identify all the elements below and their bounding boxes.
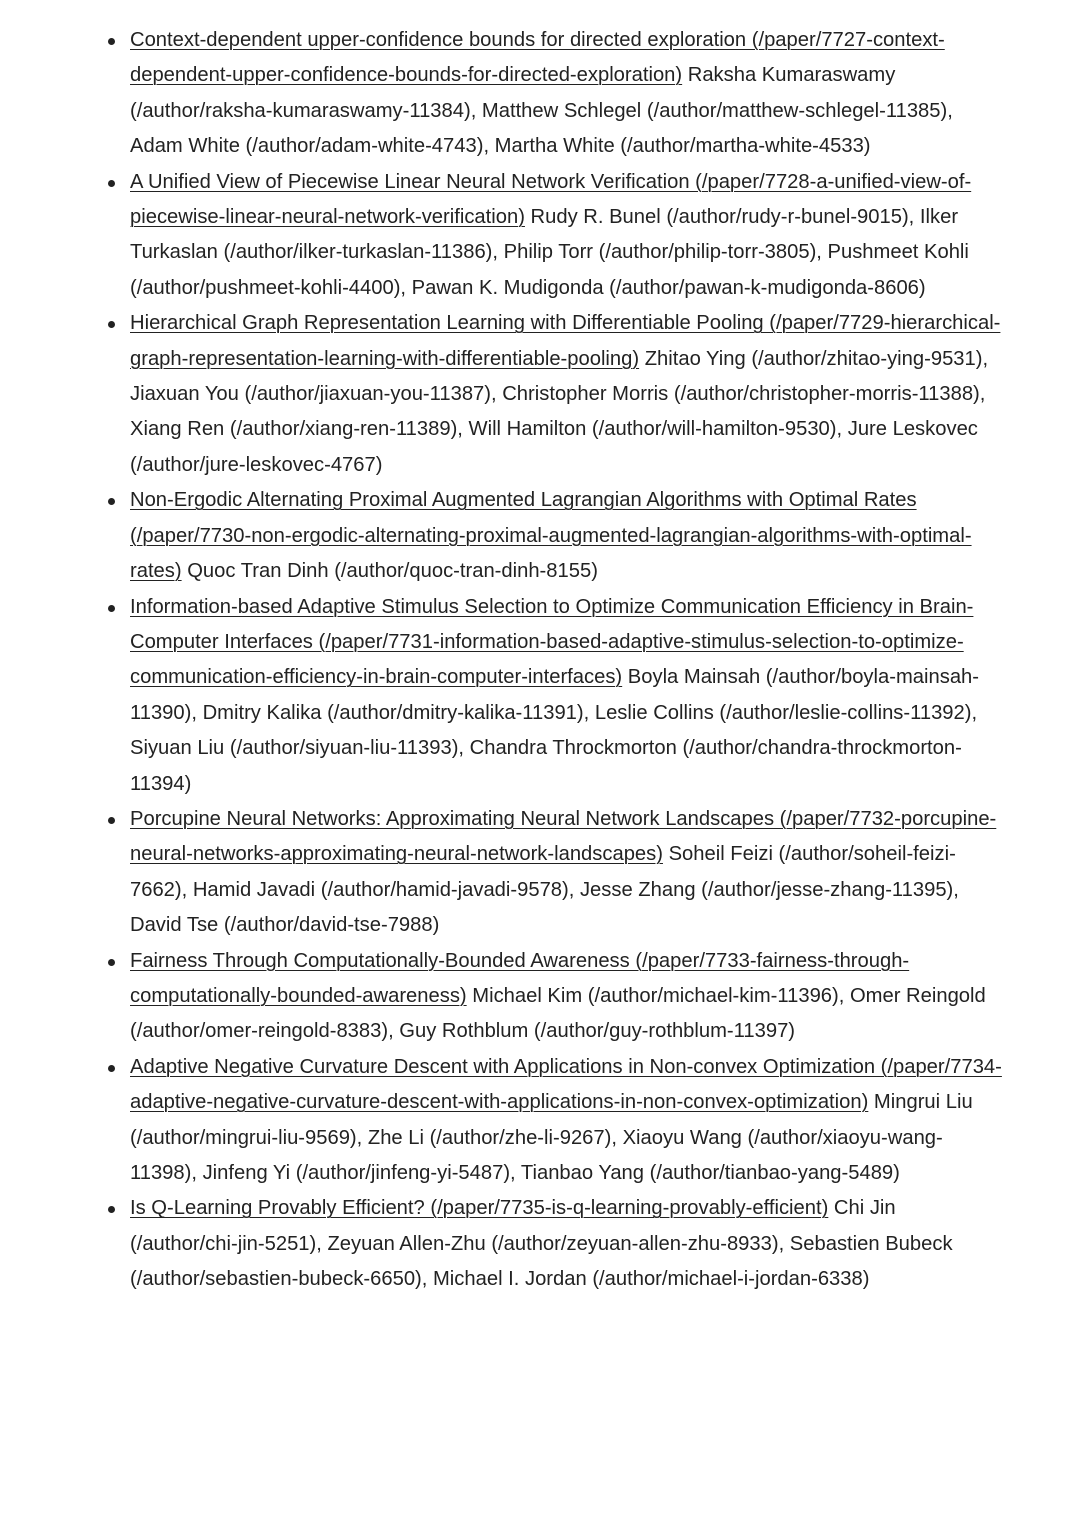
paper-title-link[interactable]: A Unified View of Piecewise Linear Neural Network Verification (/paper/7728-a-unified-view-of-piecewise-linear-neural-network-verification): [130, 170, 972, 229]
bullet-icon: [108, 959, 115, 966]
bullet-icon: [108, 1065, 115, 1072]
bullet-icon: [108, 605, 115, 612]
bullet-icon: [108, 498, 115, 505]
paper-title-link[interactable]: Adaptive Negative Curvature Descent with Applications in Non-convex Optimization (/paper/7734-adaptive-negative-curvature-descent-with-applications-in-non-convex-optimization): [130, 1055, 1002, 1114]
paper-title-link[interactable]: Non-Ergodic Alternating Proximal Augmented Lagrangian Algorithms with Optimal Rates (/paper/7730-non-ergodic-alternating-proximal-augmented-lagrangian-algorithms-with-optimal-rates): [130, 489, 972, 583]
author-list: Michael Kim (/author/michael-kim-11396), Omer Reingold (/author/omer-reingold-8383), Guy Rothblum (/author/guy-rothblum-11397): [130, 984, 986, 1043]
list-item: [0, 306, 1080, 483]
author-list: Soheil Feizi (/author/soheil-feizi-7662), Hamid Javadi (/author/hamid-javadi-9578), Jesse Zhang (/author/jesse-zhang-11395), David Tse (/author/david-tse-7988): [130, 843, 959, 937]
bullet-icon: [108, 1206, 115, 1213]
list-item: [0, 590, 1080, 802]
author-list: Chi Jin (/author/chi-jin-5251), Zeyuan Allen-Zhu (/author/zeyuan-allen-zhu-8933), Sebastien Bubeck (/author/sebastien-bubeck-6650), Michael I. Jordan (/author/michael-i-jordan-6338): [130, 1197, 953, 1291]
author-list: Zhitao Ying (/author/zhitao-ying-9531), Jiaxuan You (/author/jiaxuan-you-11387), Christopher Morris (/author/christopher-morris-11388), Xiang Ren (/author/xiang-ren-11389), Will Hamilton (/author/will-hamilton-9530), Jure Leskovec (/author/jure-leskovec-4767): [130, 347, 989, 476]
list-item: [0, 802, 1080, 944]
paper-title-link[interactable]: Porcupine Neural Networks: Approximating Neural Network Landscapes (/paper/7732-porcupine-neural-networks-approximating-neural-network-landscapes): [130, 807, 997, 866]
bullet-icon: [108, 321, 115, 328]
list-item: [0, 944, 1080, 1050]
author-list: Raksha Kumaraswamy (/author/raksha-kumaraswamy-11384), Matthew Schlegel (/author/matthew-schlegel-11385), Adam White (/author/adam-white-4743), Martha White (/author/martha-white-4533): [130, 64, 953, 158]
list-item: [0, 23, 1080, 165]
bullet-icon: [108, 817, 115, 824]
author-list: Mingrui Liu (/author/mingrui-liu-9569), Zhe Li (/author/zhe-li-9267), Xiaoyu Wang (/author/xiaoyu-wang-11398), Jinfeng Yi (/author/jinfeng-yi-5487), Tianbao Yang (/author/tianbao-yang-5489): [130, 1091, 973, 1184]
paper-title-link[interactable]: Is Q-Learning Provably Efficient? (/paper/7735-is-q-learning-provably-efficient): [130, 1197, 829, 1220]
list-item: [0, 483, 1080, 589]
paper-title-link[interactable]: Context-dependent upper-confidence bounds for directed exploration (/paper/7727-context-dependent-upper-confidence-bounds-for-directed-exploration): [130, 29, 945, 87]
paper-title-link[interactable]: Hierarchical Graph Representation Learning with Differentiable Pooling (/paper/7729-hierarchical-graph-representation-learning-with-differentiable-pooling): [130, 312, 1001, 370]
paper-title-link[interactable]: Information-based Adaptive Stimulus Selection to Optimize Communication Efficiency in Brain-Computer Interfaces (/paper/7731-information-based-adaptive-stimulus-selection-to-optimize-communication-efficiency-in-brain-computer-interfaces): [130, 595, 974, 689]
author-list: Boyla Mainsah (/author/boyla-mainsah-11390), Dmitry Kalika (/author/dmitry-kalika-11391), Leslie Collins (/author/leslie-collins-11392), Siyuan Liu (/author/siyuan-liu-11393), Chandra Throckmorton (/author/chandra-throckmorton-11394): [130, 666, 979, 795]
author-list: Quoc Tran Dinh (/author/quoc-tran-dinh-8155): [181, 560, 598, 583]
bullet-icon: [108, 180, 115, 187]
list-item: [0, 165, 1080, 307]
list-item: [0, 1191, 1080, 1297]
author-list: Rudy R. Bunel (/author/rudy-r-bunel-9015), Ilker Turkaslan (/author/ilker-turkaslan-11386), Philip Torr (/author/philip-torr-3805), Pushmeet Kohli (/author/pushmeet-kohli-4400), Pawan K. Mudigonda (/author/pawan-k-mudigonda-8606): [130, 206, 969, 299]
list-item: [0, 1050, 1080, 1192]
paper-title-link[interactable]: Fairness Through Computationally-Bounded Awareness (/paper/7733-fairness-through-computationally-bounded-awareness): [130, 949, 910, 1007]
bullet-icon: [108, 38, 115, 45]
